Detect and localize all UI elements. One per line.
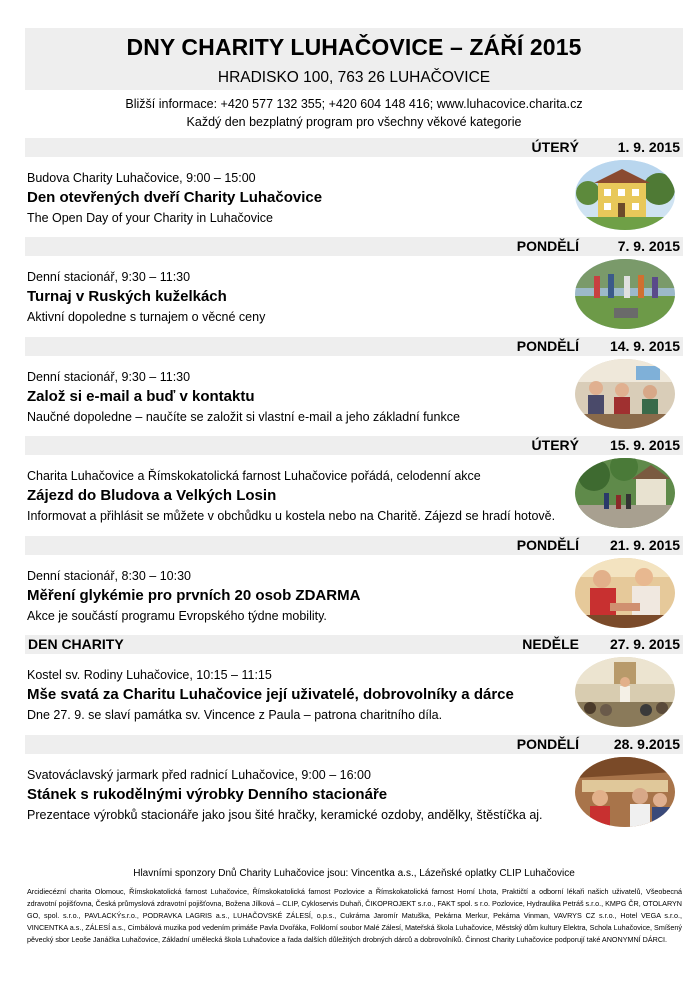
holy-mass-photo (574, 656, 676, 728)
day-bar (25, 138, 683, 157)
day-bar (25, 337, 683, 356)
event (27, 667, 587, 723)
day-weekday: ÚTERÝ (531, 437, 579, 453)
event-location: Charita Luhačovice a Římskokatolická farnost Luhačovice pořádá, celodenní akce (27, 469, 481, 483)
day-bar (25, 735, 683, 754)
day-date: 28. 9.2015 (613, 736, 680, 752)
day-bar (25, 436, 683, 455)
day-weekday: PONDĚLÍ (516, 238, 579, 254)
market-stall-photo (574, 756, 676, 828)
event-description: Akce je součástí programu Evropského týdne mobility. (27, 609, 327, 623)
event-location: Budova Charity Luhačovice, 9:00 – 15:00 (27, 171, 256, 185)
trip-photo (574, 457, 676, 529)
skittles-tournament-photo (574, 258, 676, 330)
glucose-measurement-photo (574, 557, 676, 629)
event-description: Prezentace výrobků stacionáře jako jsou šité hračky, keramické ozdoby, andělky, štěstíčka aj. (27, 808, 543, 822)
event (27, 767, 587, 823)
partners-list: Arcidiecézní charita Olomouc, Římskokatolická farnost Luhačovice, Římskokatolická farnost Pozlovice a Římskokatolická farnost Horní Lhota, Praktičtí a odborní lékaři našich uživatelů, Všeobecná zdravotní pojišťovna, Česká průmyslová zdravotní pojišťovna, Božena Jílková – CLIP, Cykloservis Duhaň, ČIKOPROJEKT s.r.o., FAKT spol. s r.o. Pozlovice, Hydraulika Petráš s.r.o., KMPG ČR, OTOLARYN GO, spol. s.r.o., PAVLACKÝs.r.o., PODRAVKA LAGRIS a.s., LUHAČOVSKÉ ZÁLESÍ, o.p.s., Cukrárna Jaromír Matuška, Pekárna Merkur, Pekárna Vinman, VAVRYS CZ s.r.o., Hotel VEGA s.r.o., VINCENTKA a.s., ZÁLESÍ a.s., Cimbálová muzika pod vedením primáše Pavla Dvořáka, Folklorní soubor Malé Zálesí, Mateřská škola Luhačovice, Městský dům kultury Elektra, Schola Luhačovice, Smíšený pěvecký sbor Leoše Janáčka Luhačovice, Základní umělecká škola Luhačovice a řada dalších důležitých drobných dárců a dobrovolníků. Činnost Charity Luhačovice podporují také ANONYMNÍ DÁRCI. (27, 887, 682, 944)
event-description: Naučné dopoledne – naučíte se založit si vlastní e-mail a jeho základní funkce (27, 410, 460, 424)
day-bar (25, 237, 683, 256)
day-weekday: PONDĚLÍ (516, 736, 579, 752)
event-name: Den otevřených dveří Charity Luhačovice (27, 189, 323, 206)
day-weekday: PONDĚLÍ (516, 537, 579, 553)
event-location: Denní stacionář, 8:30 – 10:30 (27, 569, 192, 583)
day-date: 27. 9. 2015 (609, 636, 680, 652)
event-description: Informovat a přihlásit se můžete v obchůdku u kostela nebo na Charitě. Zájezd se hradí hotově. (27, 509, 556, 523)
contact-info: Bližší informace: +420 577 132 355; +420 604 148 416; www.luhacovice.charita.cz (125, 97, 583, 111)
event-name: Měření glykémie pro prvních 20 osob ZDARMA (27, 587, 361, 604)
page-title: DNY CHARITY LUHAČOVICE – ZÁŘÍ 2015 (126, 34, 582, 60)
event-name: Založ si e-mail a buď v kontaktu (27, 388, 255, 405)
day-bar (25, 635, 683, 654)
event-location: Denní stacionář, 9:30 – 11:30 (27, 270, 191, 284)
event-location: Denní stacionář, 9:30 – 11:30 (27, 370, 191, 384)
event-description: Dne 27. 9. se slaví památka sv. Vincence z Paula – patrona charitního díla. (27, 708, 443, 722)
event-location: Svatováclavský jarmark před radnicí Luhačovice, 9:00 – 16:00 (27, 768, 371, 782)
event-name: Stánek s rukodělnými výrobky Denního stacionáře (27, 786, 388, 803)
event-name: Mše svatá za Charitu Luhačovice její uživatelé, dobrovolníky a dárce (27, 686, 514, 703)
event-description: Aktivní dopoledne s turnajem o věcné ceny (27, 310, 266, 324)
day-date: 7. 9. 2015 (617, 238, 680, 254)
day-label: DEN CHARITY (28, 636, 124, 652)
event-description: The Open Day of your Charity in Luhačovice (27, 211, 273, 225)
day-weekday: PONDĚLÍ (516, 338, 579, 354)
charity-building-photo (574, 159, 676, 231)
day-date: 21. 9. 2015 (609, 537, 680, 553)
event-location: Kostel sv. Rodiny Luhačovice, 10:15 – 11:15 (27, 668, 272, 682)
day-bar (25, 536, 683, 555)
event (27, 170, 587, 226)
event-name: Turnaj v Ruských kuželkách (27, 288, 227, 305)
program-note: Každý den bezplatný program pro všechny věkové kategorie (186, 115, 522, 129)
email-workshop-photo (574, 358, 676, 430)
event (27, 269, 587, 325)
event-name: Zájezd do Bludova a Velkých Losin (27, 487, 277, 504)
event (27, 568, 587, 624)
day-weekday: ÚTERÝ (531, 139, 579, 155)
day-date: 14. 9. 2015 (609, 338, 680, 354)
event (27, 468, 587, 524)
event (27, 369, 587, 425)
day-date: 15. 9. 2015 (609, 437, 680, 453)
day-weekday: NEDĚLE (522, 636, 579, 652)
address: HRADISKO 100, 763 26 LUHAČOVICE (217, 69, 491, 86)
main-sponsors: Hlavními sponzory Dnů Charity Luhačovice jsou: Vincentka a.s., Lázeňské oplatky CLIP Luhačovice (133, 868, 575, 879)
day-date: 1. 9. 2015 (617, 139, 680, 155)
